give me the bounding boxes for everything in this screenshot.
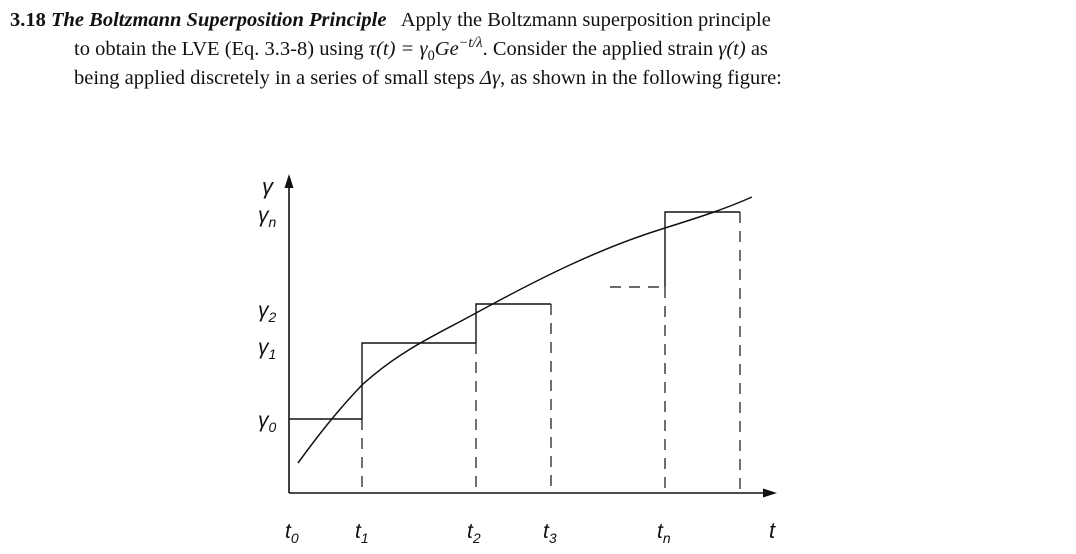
x-axis-label: t	[769, 518, 776, 543]
x-label-tn: $t_n$	[657, 520, 671, 546]
strain-symbol: γ(t)	[718, 38, 746, 60]
x-label-t2: $t_2$	[467, 520, 481, 546]
dashed-guides	[362, 212, 740, 493]
problem-text-2a: to obtain the LVE (Eq. 3.3-8) using	[74, 38, 369, 60]
step-gamma-1	[362, 343, 476, 419]
problem-text-2b: . Consider the applied strain	[482, 38, 719, 60]
y-axis-label: γ	[262, 174, 273, 199]
formula-lhs: τ(t) = γ	[368, 38, 428, 60]
problem-text-3a: being applied discretely in a series of small steps	[74, 67, 480, 89]
y-label-gamma-2: $\gamma_2$	[258, 299, 277, 325]
formula-sub: 0	[427, 48, 435, 65]
strain-curve	[298, 197, 752, 463]
x-axis-arrow	[763, 489, 777, 498]
y-axis-arrow	[285, 174, 294, 188]
problem-text-2c: as	[745, 38, 768, 60]
y-label-gamma-1: $\gamma_1$	[258, 336, 277, 362]
problem-title: The Boltzmann Superposition Principle	[51, 9, 387, 31]
formula-mid: Ge	[434, 38, 459, 60]
step-gamma-n	[665, 212, 740, 287]
step-gamma-2	[476, 304, 551, 343]
x-label-t3: $t_3$	[543, 520, 557, 546]
problem-text-1: Apply the Boltzmann superposition principle	[400, 9, 771, 31]
problem-number: 3.18	[10, 9, 46, 31]
formula-sup: −t/λ	[458, 35, 483, 52]
x-label-t1: $t_1$	[355, 520, 369, 546]
y-label-gamma-n: $\gamma_n$	[258, 204, 277, 230]
problem-text-3b: , as shown in the following figure:	[500, 67, 782, 89]
delta-gamma-symbol: Δγ	[479, 67, 501, 89]
y-label-gamma-0: $\gamma_0$	[258, 409, 277, 435]
x-label-t0: $t_0$	[285, 520, 299, 546]
